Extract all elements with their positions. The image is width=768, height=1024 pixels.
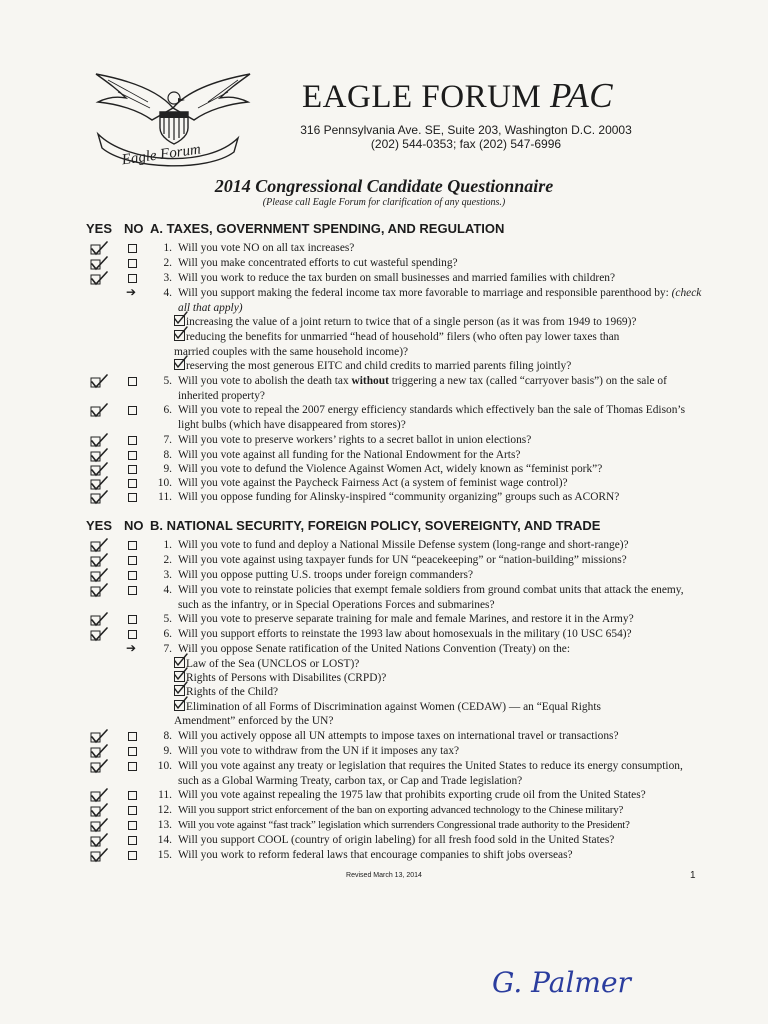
yes-checkbox[interactable] [90,374,108,388]
no-checkbox[interactable] [128,259,137,268]
check-mark-icon [90,538,110,554]
check-mark-icon [90,788,110,804]
arrow-right-icon: ➔ [126,285,137,299]
no-checkbox[interactable] [128,586,137,595]
yes-checkbox[interactable] [90,476,108,490]
option-a4-eitc[interactable]: reserving the most generous EITC and child credits to married parents filing jointly? [174,359,704,374]
checked-checkbox-icon [174,330,185,341]
yes-checkbox[interactable] [90,490,108,504]
yes-checkbox[interactable] [90,553,108,567]
check-mark-icon [90,374,110,390]
address-line: 316 Pennsylvania Ave. SE, Suite 203, Washington D.C. 20003 [300,123,632,137]
no-checkbox[interactable] [128,821,137,830]
org-main: EAGLE FORUM [302,79,542,115]
yes-checkbox[interactable] [90,833,108,847]
yes-checkbox[interactable] [90,271,108,285]
page-number: 1 [690,870,696,881]
check-mark-icon [90,553,110,569]
check-mark-icon [90,848,110,864]
no-checkbox[interactable] [128,762,137,771]
no-checkbox[interactable] [128,479,137,488]
yes-checkbox[interactable] [90,433,108,447]
signature: G. Palmer [492,966,631,999]
check-mark-icon [90,271,110,287]
revised-date: Revised March 13, 2014 [346,872,422,879]
yes-checkbox[interactable] [90,729,108,743]
check-mark-icon [90,433,110,449]
no-checkbox[interactable] [128,571,137,580]
no-checkbox[interactable] [128,836,137,845]
check-mark-icon [90,241,110,257]
no-checkbox[interactable] [128,732,137,741]
check-mark-icon [90,803,110,819]
no-checkbox[interactable] [128,630,137,639]
yes-checkbox[interactable] [90,403,108,417]
no-checkbox[interactable] [128,615,137,624]
yes-checkbox[interactable] [90,462,108,476]
yes-checkbox[interactable] [90,568,108,582]
option-b7-law-of-sea[interactable]: Law of the Sea (UNCLOS or LOST)? [174,657,704,672]
no-checkbox[interactable] [128,244,137,253]
check-mark-icon [90,744,110,760]
option-b7-cedaw-cont: Amendment” enforced by the UN? [174,715,334,727]
no-checkbox[interactable] [128,406,137,415]
option-b7-cedaw[interactable]: Elimination of all Forms of Discrimination against Women (CEDAW) — an “Equal Rights [174,700,704,715]
logo-banner-text: Eagle Forum [120,141,202,168]
yes-checkbox[interactable] [90,803,108,817]
no-checkbox[interactable] [128,451,137,460]
check-mark-icon [90,403,110,419]
yes-checkbox[interactable] [90,448,108,462]
yes-checkbox[interactable] [90,612,108,626]
yes-checkbox[interactable] [90,241,108,255]
checked-checkbox-icon [174,700,185,711]
option-a4-head-of-household[interactable]: reducing the benefits for unmarried “head of household” filers (who often pay lower taxes than [174,330,704,345]
check-mark-icon [90,612,110,628]
phone-line: (202) 544-0353; fax (202) 547-6996 [370,137,562,151]
option-b7-crpd[interactable]: Rights of Persons with Disabilites (CRPD)? [174,671,704,686]
section-a-heading: YES NO A. TAXES, GOVERNMENT SPENDING, AND REGULATION [86,221,505,236]
yes-checkbox[interactable] [90,848,108,862]
no-checkbox[interactable] [128,493,137,502]
no-checkbox[interactable] [128,806,137,815]
check-mark-icon [90,583,110,599]
yes-checkbox[interactable] [90,744,108,758]
org-pac: PAC [550,76,614,115]
check-mark-icon [90,256,110,272]
yes-checkbox[interactable] [90,788,108,802]
yes-checkbox[interactable] [90,256,108,270]
checked-checkbox-icon [174,359,185,370]
organization-name [302,78,613,114]
section-b-heading: YES NO B. NATIONAL SECURITY, FOREIGN POLICY, SOVEREIGNTY, AND TRADE [86,518,601,533]
check-mark-icon [90,833,110,849]
check-mark-icon [90,759,110,775]
questionnaire-title: 2014 Congressional Candidate Questionnaire [214,176,554,196]
yes-checkbox[interactable] [90,583,108,597]
org-address [296,123,636,151]
no-checkbox[interactable] [128,791,137,800]
check-mark-icon [90,818,110,834]
no-checkbox[interactable] [128,436,137,445]
check-mark-icon [90,568,110,584]
no-checkbox[interactable] [128,274,137,283]
yes-checkbox[interactable] [90,538,108,552]
no-checkbox[interactable] [128,377,137,386]
no-checkbox[interactable] [128,556,137,565]
option-a4-head-of-household-cont: married couples with the same household income)? [174,346,409,358]
no-checkbox[interactable] [128,851,137,860]
no-checkbox[interactable] [128,747,137,756]
option-a4-joint-return[interactable]: increasing the value of a joint return to twice that of a single person (as it was from 1949 to 1969)? [174,315,704,330]
option-b7-rights-child[interactable]: Rights of the Child? [174,685,704,700]
yes-checkbox[interactable] [90,818,108,832]
checked-checkbox-icon [174,685,185,696]
yes-checkbox[interactable] [90,627,108,641]
no-checkbox[interactable] [128,465,137,474]
eagle-logo-icon [88,68,258,168]
check-mark-icon [90,729,110,745]
arrow-right-icon: ➔ [126,641,137,655]
questionnaire-page: Eagle Forum EAGLE FORUM PAC 316 Pennsylvania Ave. SE, Suite 203, Washington D.C. 20003 (202) 544-0353; fax (202) 547-6996 2014 Congressional Candidate Questionnaire (Please call Eagle Forum for clarification of any questions.) YES NO A. TAXES, GOVERNMENT SPENDING, AND REGULATION 1. Will you vote NO on all tax increases? 2. Will you make concentrated efforts to cut wasteful spending? 3. Will you work to reduce the tax burden on small businesses and married families with children? ➔ 4. Will you support making the federal income tax more favorable to marriage and responsible parenthood by: (check all that apply) increasing the value of a joint return to twice that of a single person (as it was from 1949 to 1969)? reducing the benefits for unmarried “head of household” filers (who often pay lower taxes than married couples with the same household income)? reserving the most generous EITC and child credits to married parents filing jointly? 5. Will you vote to abolish the death tax without triggering a new tax (called “carryover basis”) on the sale of inherited property? 6. Will you vote to repeal the 2007 energy efficiency standards which effectively ban the sale of Thomas Edison’s light bulbs (which have disappeared from stores)? 7. Will you vote to preserve workers’ rights to a secret ballot in union elections? 8. Will you vote against all funding for the National Endowment for the Arts? 9. Will you vote to defund the Violence Against Women Act, widely known as “feminist pork”? 10. Will you vote against the Paycheck Fairness Act (a system of feminist wage control)? 11. Will you oppose funding for Alinsky-inspired “community organizing” groups such as ACORN? YES NO B. NATIONAL SECURITY, FOREIGN POLICY, SOVEREIGNTY, AND TRADE 1. Will you vote to fund and deploy a National Missile Defense system (long-range and short-range)? 2. Will you vote against using taxpayer funds for UN “peacekeeping” or “nation-building” missions? 3. Will you oppose putting U.S. troops under foreign commanders? 4. Will you vote to reinstate policies that exempt female soldiers from ground combat units that attack the enemy, such as the infantry, or in Special Operations Forces and submarines? 5. Will you vote to preserve separate training for male and female Marines, and restore it in the Army? 6. Will you support efforts to reinstate the 1993 law about homosexuals in the military (10 USC 654)? ➔ 7. Will you oppose Senate ratification of the United Nations Convention (Treaty) on the: Law of the Sea (UNCLOS or LOST)? Rights of Persons with Disabilites (CRPD)? Rights of the Child? Elimination of all Forms of Discrimination against Women (CEDAW) — an “Equal Rights Amendment” enforced by the UN? 8. Will you actively oppose all UN attempts to impose taxes on international travel or transactions? 9. Will you vote to withdraw from the UN if it imposes any tax? 10. Will you vote against any treaty or legislation that requires the United States to reduce its energy consumption, such as a Global Warming Treaty, carbon tax, or Cap and Trade legislation? 11. Will you vote against repealing the 1975 law that prohibits exporting crude oil from the United States? 12. Will you support strict enforcement of the ban on exporting advanced technology to the Chinese military? 13. Will you vote against “fast track” legislation which surrenders Congressional trade authority to the President? 14. Will you support COOL (country of origin labeling) for all fresh food sold in the United States? 15. Will you work to reform federal laws that encourage companies to shift jobs overseas? Revised March 13, 2014 1 G. Palmer [0,0,768,1024]
checked-checkbox-icon [174,315,185,326]
yes-checkbox[interactable] [90,759,108,773]
check-mark-icon [90,627,110,643]
no-checkbox[interactable] [128,541,137,550]
questionnaire-subtitle: (Please call Eagle Forum for clarification of any questions.) [262,197,506,208]
check-mark-icon [90,490,110,506]
